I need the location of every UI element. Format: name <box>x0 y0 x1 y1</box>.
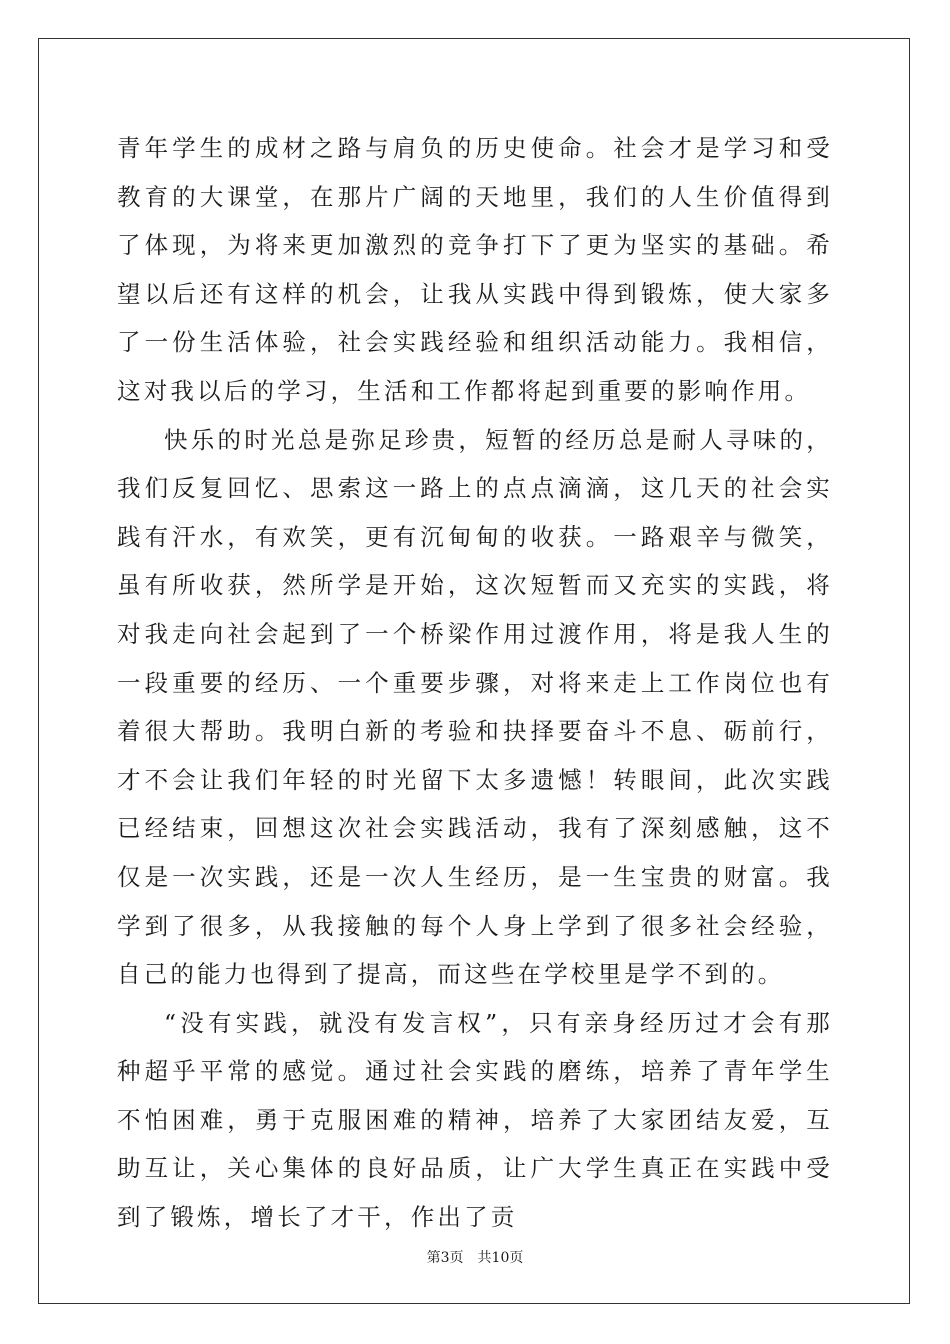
page-number-footer: 第3页 共10页 <box>426 1250 524 1266</box>
document-body <box>117 124 833 1242</box>
paragraph-1: 青年学生的成材之路与肩负的历史使命。社会才是学习和受教育的大课堂，在那片广阔的天地里，我们的人生价值得到了体现，为将来更加激烈的竞争打下了更为坚实的基础。希望以后还有这样的机会，让我从实践中得到锻炼，使大家多了一份生活体验，社会实践经验和组织活动能力。我相信，这对我以后的学习，生活和工作都将起到重要的影响作用。 <box>117 134 833 405</box>
paragraph-3: “没有实践，就没有发言权”，只有亲身经历过才会有那种超乎平常的感觉。通过社会实践的磨练，培养了青年学生不怕困难，勇于克服困难的精神，培养了大家团结友爱，互助互让，关心集体的良好品质，让广大学生真正在实践中受到了锻炼，增长了才干，作出了贡 <box>117 1008 833 1232</box>
paragraph-2: 快乐的时光总是弥足珍贵，短暂的经历总是耐人寻味的，我们反复回忆、思索这一路上的点点滴滴，这几天的社会实践有汗水，有欢笑，更有沉甸甸的收获。一路艰辛与微笑，虽有所收获，然所学是开始，这次短暂而又充实的实践，将对我走向社会起到了一个桥梁作用过渡作用，将是我人生的一段重要的经历、一个重要步骤，对将来走上工作岗位也有着很大帮助。我明白新的考验和抉择要奋斗不息、砺前行，才不会让我们年轻的时光留下太多遗憾！转眼间，此次实践已经结束，回想这次社会实践活动，我有了深刻感触，这不仅是一次实践，还是一次人生经历，是一生宝贵的财富。我学到了很多，从我接触的每个人身上学到了很多社会经验，自己的能力也得到了提高，而这些在学校里是学不到的。 <box>117 425 833 989</box>
